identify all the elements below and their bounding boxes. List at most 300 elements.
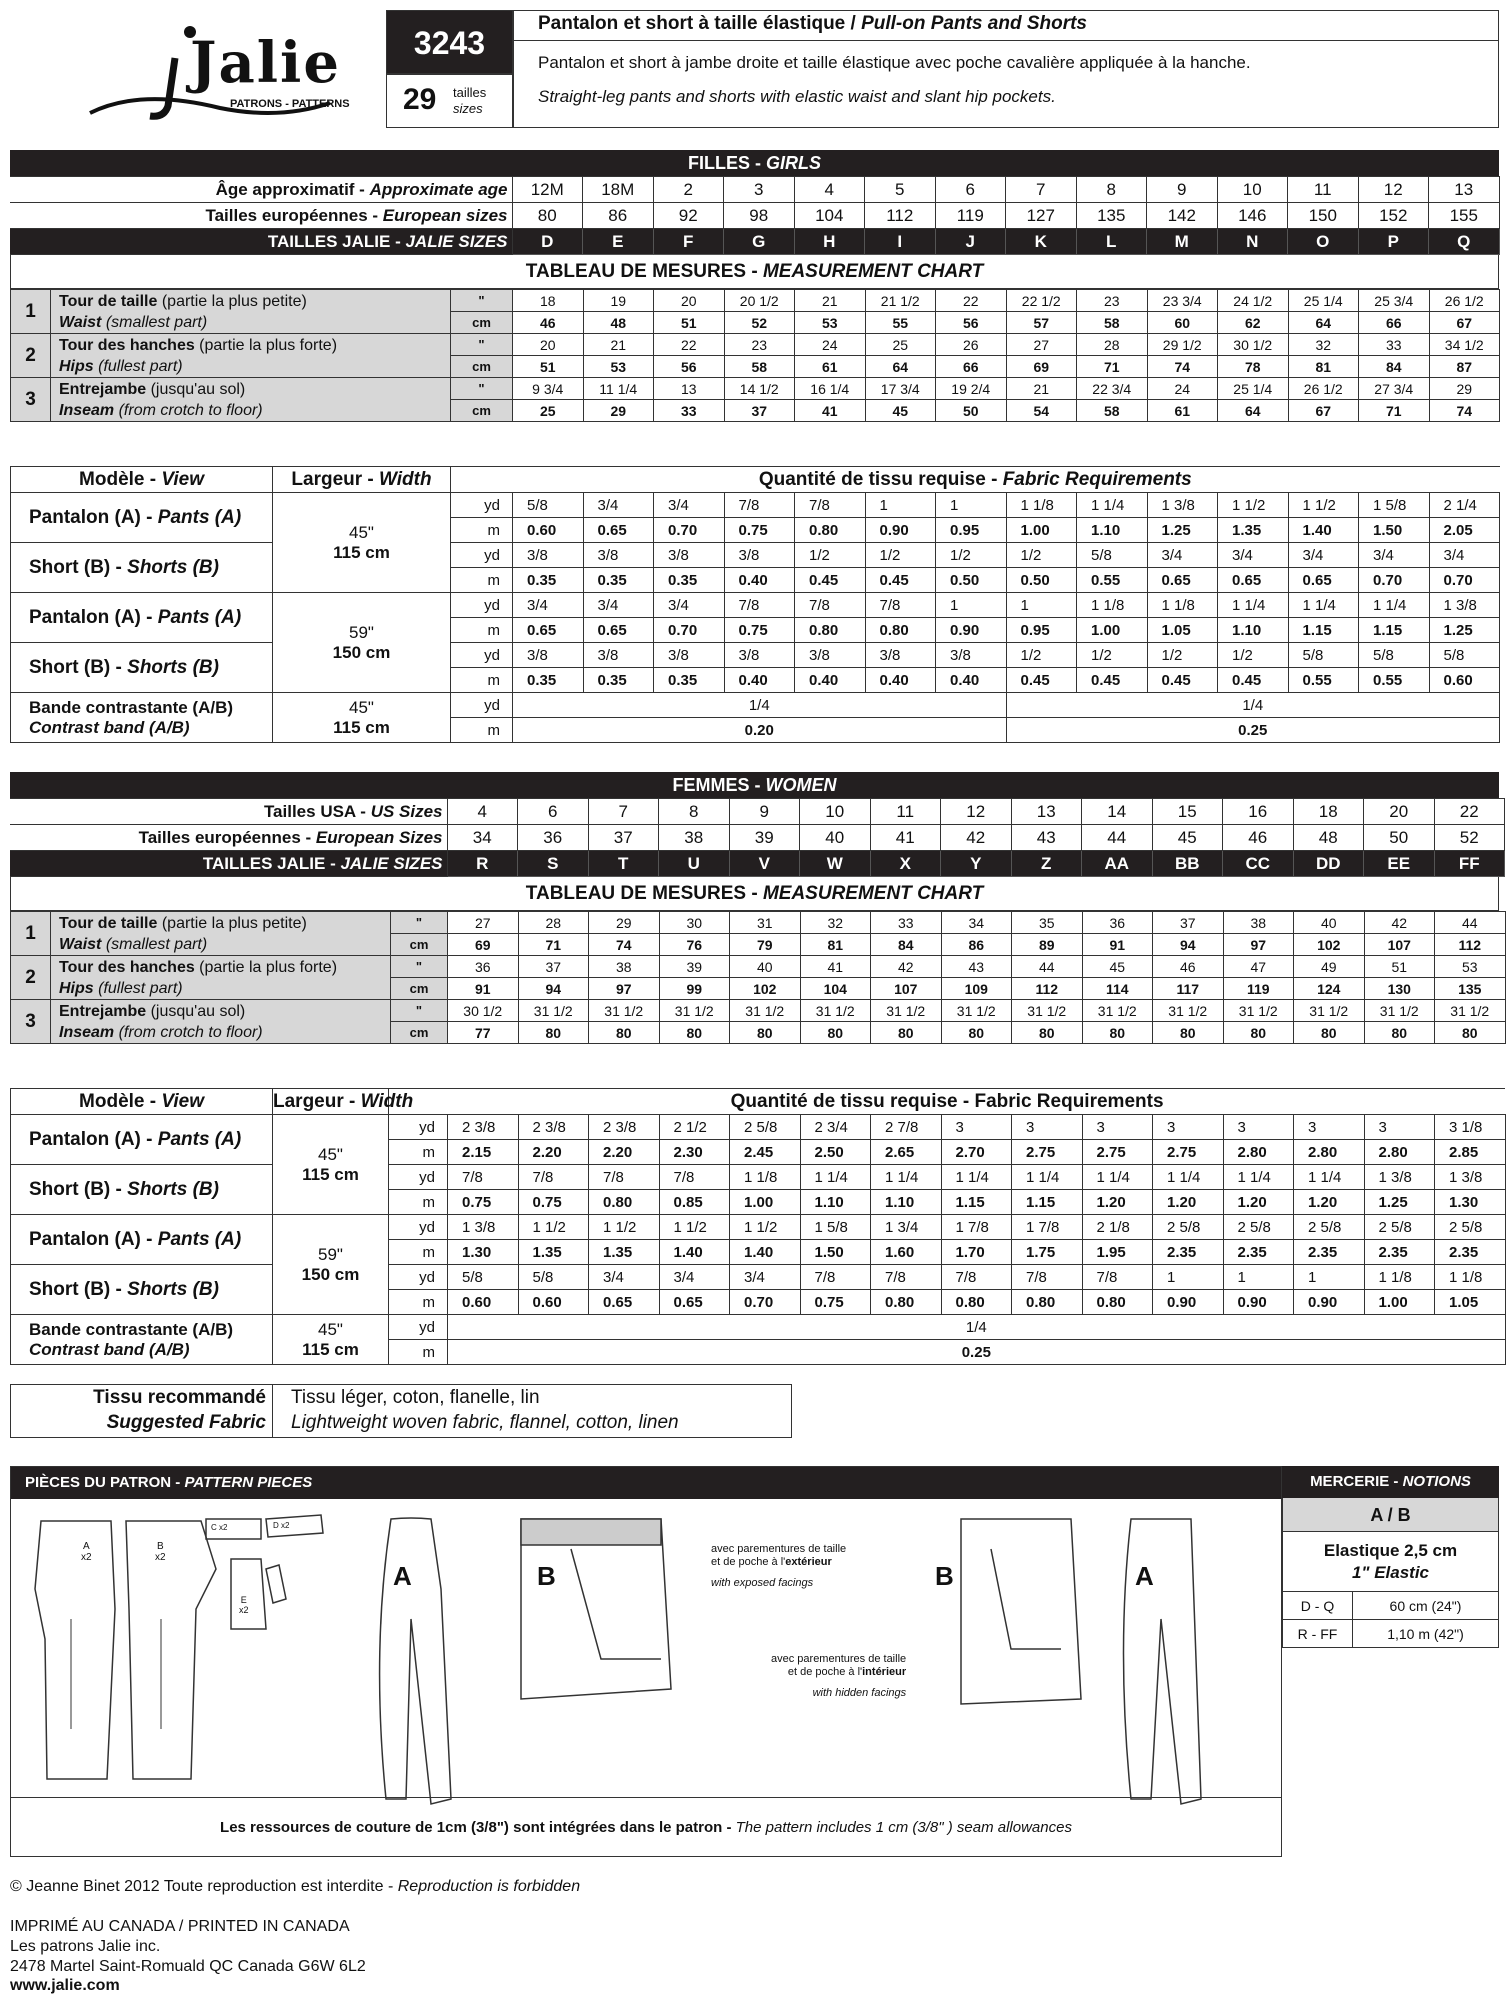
unit-cell: yd [451, 643, 513, 668]
measure-cell: 77 [448, 1022, 519, 1044]
unit-cell: yd [451, 543, 513, 568]
measure-cell: 22 [936, 290, 1007, 312]
measure-cell: 112 [1435, 934, 1506, 956]
band-label: Bande contrastante (A/B) Contrast band (A/B) [11, 693, 273, 743]
fabric-cell: 2.35 [1294, 1240, 1365, 1265]
measure-cell: 49 [1294, 956, 1365, 978]
size-row [10, 799, 1505, 825]
fabric-cell: 5/8 [1359, 643, 1430, 668]
fabric-cell: 1.20 [1153, 1190, 1224, 1215]
unit-cell: m [389, 1290, 448, 1315]
size-cell: 13 [1429, 177, 1500, 203]
fabric-cell: 5/8 [518, 1265, 589, 1290]
fabric-view-label: Pantalon (A) - Pants (A) [11, 1215, 273, 1265]
fabric-row [11, 1165, 1506, 1190]
fabric-cell: 1 1/2 [1288, 493, 1359, 518]
fabric-req-header: Quantité de tissu requise - Fabric Requirements [389, 1089, 1506, 1115]
fabric-cell: 0.55 [1077, 568, 1148, 593]
size-cell: M [1147, 229, 1218, 255]
logo [80, 18, 360, 128]
fabric-view-label: Pantalon (A) - Pants (A) [11, 593, 273, 643]
size-cell: E [583, 229, 654, 255]
fabric-cell: 7/8 [795, 493, 866, 518]
title-en: Pull-on Pants and Shorts [861, 13, 1087, 34]
measure-cell: 27 3/4 [1359, 378, 1430, 400]
fabric-cell: 0.80 [871, 1290, 942, 1315]
fabric-cell: 3/4 [1359, 543, 1430, 568]
measure-cell: 41 [795, 400, 866, 422]
measure-cell: 79 [730, 934, 801, 956]
fabric-cell: 1 1/2 [589, 1215, 660, 1240]
unit-cell: yd [389, 1115, 448, 1140]
fabric-cell: 0.40 [724, 668, 795, 693]
size-cell: 112 [865, 203, 936, 229]
fabric-cell: 1 1/4 [1223, 1165, 1294, 1190]
fabric-cell: 7/8 [1012, 1265, 1083, 1290]
fabric-cell: 2.45 [730, 1140, 801, 1165]
size-cell: 11 [870, 799, 941, 825]
fabric-cell: 1 1/2 [659, 1215, 730, 1240]
women-chart-title: TABLEAU DE MESURES - MEASUREMENT CHART [10, 877, 1499, 911]
fabric-cell: 2.70 [941, 1140, 1012, 1165]
measure-cell: 27 [448, 912, 519, 934]
measure-row [11, 956, 1506, 978]
fabric-cell: 1.05 [1435, 1290, 1506, 1315]
unit-cell: cm [451, 356, 513, 378]
fabric-cell: 7/8 [865, 593, 936, 618]
illustration-letter-b-left: B [537, 1561, 556, 1591]
suggested-label-fr: Tissu recommandé [93, 1387, 266, 1408]
fabric-cell: 2.20 [518, 1140, 589, 1165]
fabric-cell: 0.35 [513, 668, 584, 693]
fabric-cell: 7/8 [795, 593, 866, 618]
measure-cell: 119 [1223, 978, 1294, 1000]
fabric-cell: 1.10 [1218, 618, 1289, 643]
fabric-cell: 0.75 [448, 1190, 519, 1215]
fabric-cell: 3/8 [513, 543, 584, 568]
fabric-cell: 1.25 [1364, 1190, 1435, 1215]
fabric-cell: 2 1/4 [1429, 493, 1500, 518]
fabric-view-label: Short (B) - Shorts (B) [11, 1165, 273, 1215]
fabric-cell: 3/8 [583, 643, 654, 668]
fabric-cell: 3/8 [724, 543, 795, 568]
fabric-cell: 2.30 [659, 1140, 730, 1165]
measure-cell: 40 [730, 956, 801, 978]
measure-cell: 31 1/2 [1082, 1000, 1153, 1022]
fabric-cell: 0.35 [583, 668, 654, 693]
measure-cell: 94 [1153, 934, 1224, 956]
unit-cell: cm [391, 934, 448, 956]
size-cell: 9 [729, 799, 800, 825]
unit-cell: " [391, 956, 448, 978]
fabric-cell: 1.60 [871, 1240, 942, 1265]
fabric-cell: 0.75 [724, 518, 795, 543]
size-cell: P [1358, 229, 1429, 255]
fabric-cell: 2 3/4 [800, 1115, 871, 1140]
size-cell: 127 [1006, 203, 1077, 229]
measure-cell: 16 1/4 [795, 378, 866, 400]
size-cell: 155 [1429, 203, 1500, 229]
measure-cell: 74 [589, 934, 660, 956]
fabric-cell: 0.50 [1006, 568, 1077, 593]
measure-cell: 31 1/2 [1435, 1000, 1506, 1022]
fabric-cell: 0.45 [1147, 668, 1218, 693]
measure-cell: 29 [1429, 378, 1500, 400]
measure-cell: 80 [589, 1022, 660, 1044]
illustration-pants-front [380, 1518, 451, 1804]
measure-cell: 57 [1006, 312, 1077, 334]
measure-cell: 31 1/2 [1012, 1000, 1083, 1022]
fabric-cell: 2.15 [448, 1140, 519, 1165]
hidden-facings-note: avec parementures de taille et de poche à l'intérieur with hidden facings [771, 1653, 907, 1699]
measure-cell: 80 [800, 1022, 871, 1044]
size-cell: 6 [935, 177, 1006, 203]
fabric-cell: 3/8 [795, 643, 866, 668]
fabric-cell: 3/8 [865, 643, 936, 668]
measure-cell: 117 [1153, 978, 1224, 1000]
fabric-cell: 2.75 [1012, 1140, 1083, 1165]
fabric-cell: 1 [936, 593, 1007, 618]
measure-cell: 46 [1153, 956, 1224, 978]
fabric-view-label: Pantalon (A) - Pants (A) [11, 1115, 273, 1165]
measure-cell: 47 [1223, 956, 1294, 978]
measure-cell: 24 [1147, 378, 1218, 400]
measure-cell: 32 [800, 912, 871, 934]
fabric-cell: 0.55 [1359, 668, 1430, 693]
girls-size-table [10, 150, 1499, 422]
measure-cell: 29 [589, 912, 660, 934]
size-cell: I [865, 229, 936, 255]
size-cell: 16 [1223, 799, 1294, 825]
measure-cell: 80 [518, 1022, 589, 1044]
fabric-cell: 2 3/8 [518, 1115, 589, 1140]
fabric-cell: 0.45 [1006, 668, 1077, 693]
measure-cell: 29 [583, 400, 654, 422]
fabric-cell: 1.40 [659, 1240, 730, 1265]
unit-cell: m [389, 1140, 448, 1165]
fabric-cell: 1.50 [1359, 518, 1430, 543]
fabric-cell: 2 5/8 [1294, 1215, 1365, 1240]
website-link[interactable]: www.jalie.com [10, 1977, 120, 1994]
band-row [11, 693, 1500, 718]
measure-cell: 80 [1012, 1022, 1083, 1044]
size-cell: 8 [659, 799, 730, 825]
piece-f-shape [266, 1565, 286, 1603]
size-cell: 3 [724, 177, 795, 203]
fabric-cell: 1 1/8 [1147, 593, 1218, 618]
fabric-cell: 2.80 [1364, 1140, 1435, 1165]
size-row [10, 825, 1505, 851]
fabric-cell: 1.30 [448, 1240, 519, 1265]
sizes-label-en: sizes [453, 101, 483, 116]
size-cell: 37 [588, 825, 659, 851]
measure-cell: 91 [1082, 934, 1153, 956]
fabric-cell: 1.35 [1218, 518, 1289, 543]
fabric-cell: 1 1/2 [518, 1215, 589, 1240]
girls-chart-title: TABLEAU DE MESURES - MEASUREMENT CHART [10, 255, 1499, 289]
measure-cell: 60 [1147, 312, 1218, 334]
piece-b-shape [126, 1521, 216, 1779]
size-cell: CC [1223, 851, 1294, 877]
sizes-label-fr: tailles [453, 85, 487, 100]
fabric-cell: 2.20 [589, 1140, 660, 1165]
measure-cell: 14 1/2 [724, 378, 795, 400]
fabric-cell: 0.45 [865, 568, 936, 593]
size-cell: EE [1364, 851, 1435, 877]
fabric-cell: 0.65 [583, 518, 654, 543]
fabric-cell: 1/2 [865, 543, 936, 568]
measure-cell: 42 [1364, 912, 1435, 934]
measure-cell: 20 [654, 290, 725, 312]
fabric-cell: 0.85 [659, 1190, 730, 1215]
fabric-cell: 0.95 [936, 518, 1007, 543]
measure-cell: 33 [1359, 334, 1430, 356]
fabric-cell: 1.25 [1147, 518, 1218, 543]
size-cell: T [588, 851, 659, 877]
measure-cell: 58 [724, 356, 795, 378]
pattern-pieces-title: PIÈCES DU PATRON - PATTERN PIECES [11, 1467, 1281, 1499]
piece-a-label: A x2 [81, 1541, 92, 1563]
illustration-letter-a-left: A [393, 1561, 412, 1591]
size-cell: 52 [1434, 825, 1505, 851]
measure-cell: 80 [1223, 1022, 1294, 1044]
fabric-cell: 2 5/8 [730, 1115, 801, 1140]
measure-cell: 23 [1077, 290, 1148, 312]
size-cell: Y [941, 851, 1012, 877]
unit-cell: yd [389, 1315, 448, 1340]
fabric-cell: 0.90 [1153, 1290, 1224, 1315]
women-fabric-table [10, 1088, 1499, 1365]
notions-title: MERCERIE - NOTIONS [1282, 1466, 1499, 1498]
fabric-cell: 0.60 [448, 1290, 519, 1315]
fabric-cell: 0.40 [865, 668, 936, 693]
size-cell: 36 [518, 825, 589, 851]
fabric-cell: 1 1/4 [941, 1165, 1012, 1190]
size-cell: Z [1011, 851, 1082, 877]
measure-cell: 31 1/2 [941, 1000, 1012, 1022]
measure-cell: 71 [1359, 400, 1430, 422]
measure-cell: 69 [1006, 356, 1077, 378]
size-cell: J [935, 229, 1006, 255]
fabric-width-value: 59" 150 cm [273, 1215, 389, 1315]
measure-cell: 53 [583, 356, 654, 378]
size-row-label: Tailles USA - US Sizes [10, 799, 447, 825]
unit-cell: yd [451, 493, 513, 518]
size-cell: D [512, 229, 583, 255]
fabric-cell: 0.40 [724, 568, 795, 593]
measure-cell: 78 [1218, 356, 1289, 378]
size-cell: L [1076, 229, 1147, 255]
band-value: 0.20 [513, 718, 1007, 743]
size-cell: 8 [1076, 177, 1147, 203]
fabric-cell: 0.65 [589, 1290, 660, 1315]
fabric-cell: 0.80 [865, 618, 936, 643]
fabric-cell: 2 3/8 [448, 1115, 519, 1140]
size-cell: 11 [1288, 177, 1359, 203]
measure-cell: 94 [518, 978, 589, 1000]
fabric-cell: 0.90 [865, 518, 936, 543]
unit-cell: cm [451, 400, 513, 422]
measure-cell: 22 1/2 [1006, 290, 1077, 312]
measure-cell: 41 [800, 956, 871, 978]
measure-cell: 80 [659, 1022, 730, 1044]
measure-cell: 37 [1153, 912, 1224, 934]
fabric-cell: 2 3/8 [589, 1115, 660, 1140]
fabric-cell: 2.85 [1435, 1140, 1506, 1165]
measure-cell: 107 [1364, 934, 1435, 956]
fabric-cell: 3/4 [583, 493, 654, 518]
fabric-cell: 1.15 [1359, 618, 1430, 643]
fabric-cell: 0.95 [1006, 618, 1077, 643]
unit-cell: m [389, 1240, 448, 1265]
measure-cell: 80 [1294, 1022, 1365, 1044]
measure-cell: 29 1/2 [1147, 334, 1218, 356]
measure-label: Tour de taille (partie la plus petite) Waist (smallest part) [51, 912, 391, 956]
size-row [10, 203, 1499, 229]
measure-cell: 102 [1294, 934, 1365, 956]
fabric-cell: 1/2 [1077, 643, 1148, 668]
fabric-cell: 2 5/8 [1223, 1215, 1294, 1240]
fabric-row [11, 1115, 1506, 1140]
notions-column: A / B [1282, 1498, 1499, 1532]
fabric-cell: 0.70 [730, 1290, 801, 1315]
fabric-cell: 0.40 [936, 668, 1007, 693]
measure-cell: 24 [795, 334, 866, 356]
fabric-cell: 1.10 [800, 1190, 871, 1215]
measure-cell: 37 [724, 400, 795, 422]
women-size-table [10, 772, 1499, 1044]
unit-cell: yd [451, 593, 513, 618]
size-cell: 12 [941, 799, 1012, 825]
fabric-cell: 1.00 [1364, 1290, 1435, 1315]
fabric-width-value: 45" 115 cm [273, 493, 451, 593]
measure-cell: 21 [1006, 378, 1077, 400]
fabric-view-label: Short (B) - Shorts (B) [11, 543, 273, 593]
pattern-pieces-panel [10, 1466, 1282, 1857]
measure-row [11, 1000, 1506, 1022]
size-cell: 10 [800, 799, 871, 825]
measure-cell: 18 [513, 290, 584, 312]
size-cell: V [729, 851, 800, 877]
fabric-cell: 5/8 [1429, 643, 1500, 668]
measure-cell: 13 [654, 378, 725, 400]
measure-cell: 64 [1218, 400, 1289, 422]
measure-cell: 81 [800, 934, 871, 956]
fabric-cell: 1.35 [589, 1240, 660, 1265]
unit-cell: yd [389, 1215, 448, 1240]
fabric-cell: 1 1/4 [1012, 1165, 1083, 1190]
measure-cell: 124 [1294, 978, 1365, 1000]
size-cell: U [659, 851, 730, 877]
measure-cell: 80 [1435, 1022, 1506, 1044]
size-cell: R [447, 851, 518, 877]
measure-cell: 30 1/2 [1218, 334, 1289, 356]
measure-cell: 97 [589, 978, 660, 1000]
piece-a-shape [35, 1521, 115, 1779]
fabric-cell: 1 1/8 [1435, 1265, 1506, 1290]
measure-cell: 54 [1006, 400, 1077, 422]
unit-cell: m [451, 518, 513, 543]
fabric-row [11, 593, 1500, 618]
size-cell: 4 [794, 177, 865, 203]
fabric-cell: 0.80 [795, 518, 866, 543]
fabric-cell: 2.80 [1294, 1140, 1365, 1165]
measure-number: 2 [11, 956, 51, 1000]
size-cell: 46 [1223, 825, 1294, 851]
fabric-cell: 1 1/4 [1288, 593, 1359, 618]
unit-cell: " [451, 378, 513, 400]
measure-cell: 80 [941, 1022, 1012, 1044]
measure-cell: 22 3/4 [1077, 378, 1148, 400]
measure-cell: 46 [513, 312, 584, 334]
fabric-cell: 0.60 [513, 518, 584, 543]
fabric-cell: 2.35 [1153, 1240, 1224, 1265]
measure-cell: 104 [800, 978, 871, 1000]
measure-cell: 107 [871, 978, 942, 1000]
size-cell: X [870, 851, 941, 877]
size-cell: 15 [1152, 799, 1223, 825]
size-cell: 12M [512, 177, 583, 203]
size-row-label: TAILLES JALIE - JALIE SIZES [10, 851, 447, 877]
size-cell: 39 [729, 825, 800, 851]
size-cell: 119 [935, 203, 1006, 229]
measure-cell: 40 [1294, 912, 1365, 934]
size-cell: K [1006, 229, 1077, 255]
fabric-cell: 0.35 [654, 568, 725, 593]
size-cell: 6 [518, 799, 589, 825]
measure-cell: 35 [1012, 912, 1083, 934]
fabric-cell: 2.35 [1435, 1240, 1506, 1265]
fabric-cell: 0.40 [795, 668, 866, 693]
fabric-cell: 1 3/4 [871, 1215, 942, 1240]
measure-cell: 31 1/2 [730, 1000, 801, 1022]
measure-cell: 25 [513, 400, 584, 422]
fabric-cell: 1 5/8 [800, 1215, 871, 1240]
fabric-cell: 1 1/4 [1077, 493, 1148, 518]
fabric-cell: 0.80 [941, 1290, 1012, 1315]
size-cell: 44 [1082, 825, 1153, 851]
size-cell: 22 [1434, 799, 1505, 825]
measure-label: Tour des hanches (partie la plus forte) Hips (fullest part) [51, 334, 451, 378]
size-cell: FF [1434, 851, 1505, 877]
fabric-cell: 1 7/8 [941, 1215, 1012, 1240]
size-cell: 4 [447, 799, 518, 825]
size-cell: 135 [1076, 203, 1147, 229]
measure-cell: 25 3/4 [1359, 290, 1430, 312]
fabric-cell: 3/8 [654, 643, 725, 668]
measure-cell: 31 1/2 [1294, 1000, 1365, 1022]
unit-cell: yd [389, 1165, 448, 1190]
measure-cell: 21 [583, 334, 654, 356]
fabric-cell: 1 1/4 [1218, 593, 1289, 618]
fabric-cell: 1.20 [1294, 1190, 1365, 1215]
fabric-cell: 0.70 [654, 518, 725, 543]
fabric-cell: 2.05 [1429, 518, 1500, 543]
illustration-letter-a-right: A [1135, 1561, 1154, 1591]
illustration-letter-b-right: B [935, 1561, 954, 1591]
measure-cell: 53 [795, 312, 866, 334]
measure-cell: 58 [1077, 312, 1148, 334]
measure-cell: 33 [871, 912, 942, 934]
girls-title-bar: FILLES - GIRLS [10, 150, 1499, 176]
pattern-number: 3243 [413, 25, 486, 61]
fabric-cell: 1/2 [1006, 543, 1077, 568]
fabric-cell: 1/2 [1006, 643, 1077, 668]
fabric-row [11, 643, 1500, 668]
fabric-cell: 1 1/4 [1082, 1165, 1153, 1190]
fabric-cell: 0.65 [1218, 568, 1289, 593]
measure-cell: 34 1/2 [1429, 334, 1500, 356]
